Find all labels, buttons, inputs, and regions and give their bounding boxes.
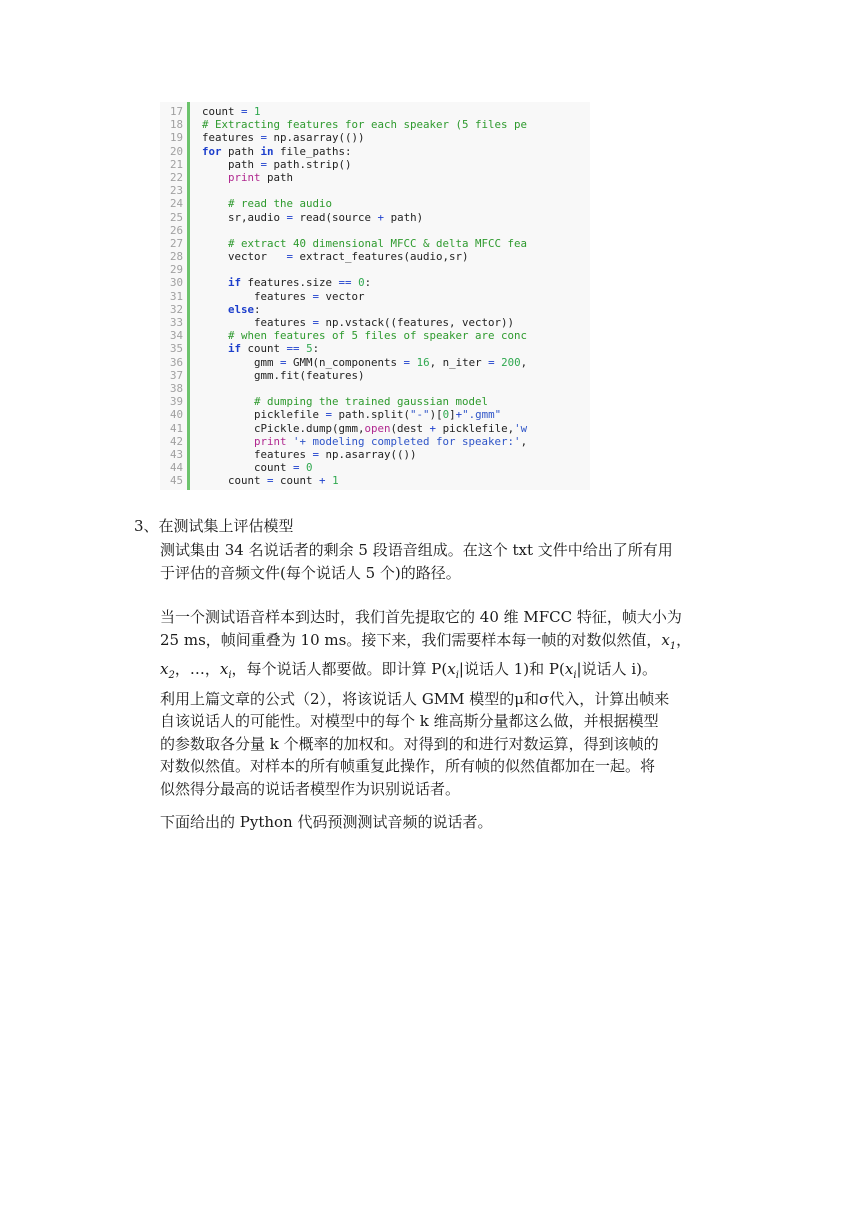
code-line — [202, 303, 527, 316]
code-token: = — [312, 289, 320, 303]
line-number: 27 — [169, 236, 183, 250]
code-line — [202, 118, 527, 131]
code-line — [202, 171, 527, 184]
code-token: path) — [384, 210, 424, 224]
code-token: + — [319, 474, 326, 488]
code-token: = — [241, 105, 248, 118]
paragraph-line: 测试集由 34 名说话者的剩余 5 段语音组成。在这个 txt 文件中给出了所有用 — [160, 541, 673, 559]
code-line — [202, 329, 527, 342]
code-token: np.asarray(()) — [319, 447, 417, 461]
code-token: + — [455, 408, 463, 422]
line-number: 32 — [169, 302, 183, 316]
code-token: = — [312, 316, 320, 329]
line-number: 24 — [169, 197, 183, 211]
code-token: np.vstack((features, vector)) — [319, 316, 515, 329]
line-number: 40 — [169, 408, 183, 422]
line-number: 39 — [169, 395, 183, 409]
code-token: 16 — [416, 355, 430, 369]
line-number: 37 — [169, 368, 183, 382]
code-token: read(source — [293, 210, 378, 224]
code-token: 0 — [442, 408, 450, 422]
code-token — [202, 303, 228, 316]
code-token: sr,audio — [202, 210, 287, 224]
code-token — [202, 171, 228, 184]
paragraph-line: 利用上篇文章的公式（2），将该说话人 GMM 模型的μ和σ代入，计算出帧来 — [160, 689, 670, 708]
code-token: in — [260, 144, 274, 158]
code-line — [202, 316, 527, 329]
math-xi: $x_i$ — [219, 660, 232, 681]
line-number: 21 — [169, 157, 183, 171]
code-line — [202, 342, 527, 355]
line-number: 23 — [169, 184, 183, 198]
code-token: == — [338, 276, 352, 290]
code-token: ] — [449, 408, 456, 422]
code-token: + — [377, 210, 385, 224]
code-token: if — [228, 342, 242, 356]
code-line — [202, 131, 527, 144]
code-token: "-" — [410, 408, 430, 422]
line-number: 26 — [169, 223, 183, 237]
code-token: : — [312, 342, 320, 356]
line-number: 22 — [169, 170, 183, 184]
line-number: 44 — [169, 461, 183, 475]
line-number: 35 — [169, 342, 183, 356]
code-token: print — [254, 434, 287, 448]
code-token: extract_features(audio,sr) — [293, 250, 469, 264]
code-token: vector — [319, 289, 365, 303]
line-number: 19 — [169, 131, 183, 145]
code-line — [202, 250, 527, 263]
code-token: = — [488, 355, 495, 369]
code-token: # read the audio — [228, 197, 333, 211]
code-line — [202, 461, 527, 474]
paragraph-line: 自该说话人的可能性。对模型中的每个 k 维高斯分量都这么做，并根据模型 — [160, 712, 659, 730]
code-token: count — [202, 474, 268, 488]
paragraph-line — [160, 629, 740, 659]
code-token: = — [312, 447, 320, 461]
code-token: + — [429, 421, 437, 435]
paragraph-text: |说话人 1)和 P( — [458, 660, 565, 678]
code-token: count — [273, 474, 320, 488]
code-token: features — [202, 447, 313, 461]
paragraph-line — [160, 658, 740, 688]
code-token — [202, 276, 228, 289]
code-line — [202, 395, 527, 408]
line-number: 36 — [169, 355, 183, 369]
line-number: 33 — [169, 316, 183, 329]
line-number: 34 — [169, 329, 183, 343]
code-token: : — [364, 276, 372, 290]
code-token: count — [241, 342, 287, 356]
line-number: 20 — [169, 144, 183, 158]
code-token: gmm.fit(features) — [202, 368, 365, 382]
paragraph-line: 对数似然值。对样本的所有帧重复此操作，所有帧的似然值都加在一起。将 — [160, 757, 656, 775]
code-token: '+ modeling completed for speaker:' — [293, 434, 521, 448]
code-line — [202, 158, 527, 171]
math-x2: $x_2$ — [160, 660, 175, 681]
code-line — [202, 382, 527, 395]
paragraph-3: 下面给出的 Python 代码预测测试音频的说话者。 — [160, 813, 493, 831]
code-token: 0 — [358, 276, 365, 290]
code-token: = — [286, 210, 294, 224]
code-token — [202, 435, 254, 448]
code-token: gmm — [202, 355, 281, 369]
code-token — [202, 197, 228, 210]
code-token: : — [254, 302, 261, 316]
code-token: vector — [202, 250, 287, 264]
code-token: = — [286, 250, 294, 264]
code-token: path — [260, 170, 294, 184]
code-token: = — [260, 131, 268, 145]
math-comma: ， — [676, 630, 692, 649]
code-token: 0 — [306, 461, 313, 475]
paragraph-line: 当一个测试语音样本到达时，我们首先提取它的 40 维 MFCC 特征，帧大小为 — [160, 608, 682, 626]
code-token: = — [403, 355, 411, 369]
code-token: for — [202, 144, 222, 158]
code-line — [202, 276, 527, 289]
code-token: # extract 40 dimensional MFCC & delta MFCC fea — [228, 236, 528, 250]
code-line — [202, 105, 527, 118]
code-line — [202, 197, 527, 210]
code-line — [202, 408, 527, 421]
code-line — [202, 211, 527, 224]
paragraph-text: |说话人 i)。 — [576, 660, 658, 678]
code-token: # Extracting features for each speaker (5 files pe — [202, 118, 528, 132]
code-token: features — [202, 316, 313, 329]
code-token: else — [228, 302, 255, 316]
code-line — [202, 369, 527, 382]
code-token: open — [364, 421, 391, 435]
paragraph-line: 的参数取各分量 k 个概率的加权和。对得到的和进行对数运算，得到该帧的 — [160, 734, 659, 753]
code-token: count — [202, 105, 242, 118]
code-token: , — [520, 434, 528, 448]
code-token: cPickle.dump(gmm, — [202, 421, 365, 435]
code-token: = — [260, 157, 268, 171]
line-number: 31 — [169, 289, 183, 303]
paragraph-text: ，…， — [174, 660, 220, 678]
code-line — [202, 184, 527, 197]
code-token: GMM(n_components — [286, 355, 404, 369]
line-number: 45 — [169, 474, 183, 488]
code-token: ".gmm" — [462, 408, 502, 422]
code-token: if — [228, 276, 242, 290]
code-token — [202, 237, 228, 250]
code-token: path.strip() — [267, 157, 352, 171]
code-line — [202, 290, 527, 303]
math-xi: $x_i$ — [564, 660, 577, 681]
code-token: # when features of 5 files of speaker are conc — [228, 329, 528, 343]
code-token: = — [293, 461, 300, 475]
gutter-divider — [187, 102, 190, 490]
code-token: , n_iter — [429, 355, 489, 369]
line-number: 18 — [169, 118, 183, 132]
code-token: path — [221, 144, 261, 158]
line-number: 28 — [169, 250, 183, 264]
code-line — [202, 224, 527, 237]
code-token: file_paths: — [273, 144, 352, 158]
math-x1: $x_1$ — [661, 630, 677, 652]
code-token: features — [202, 131, 261, 145]
code-token: picklefile, — [436, 421, 515, 435]
code-token: = — [267, 474, 274, 488]
line-number: 17 — [169, 105, 183, 118]
paragraph-line: 于评估的音频文件(每个说话人 5 个)的路径。 — [160, 563, 461, 582]
code-line — [202, 422, 527, 435]
paragraph-2 — [160, 606, 740, 800]
code-token: = — [280, 355, 287, 369]
code-token: 1 — [332, 474, 339, 488]
code-line — [202, 474, 527, 487]
line-number: 43 — [169, 447, 183, 461]
code-line — [202, 448, 527, 461]
code-block — [160, 102, 590, 490]
code-token: (dest — [390, 421, 430, 435]
code-token: 200 — [501, 355, 521, 369]
code-token: path.split( — [332, 408, 411, 422]
code-token — [202, 395, 254, 408]
line-number: 25 — [169, 210, 183, 224]
paragraph-text: 25 ms，帧间重叠为 10 ms。接下来，我们需要样本每一帧的对数似然值， — [160, 630, 662, 649]
code-token: == — [286, 342, 300, 356]
code-token: )[ — [429, 408, 443, 422]
line-number: 30 — [169, 276, 183, 290]
code-token: print — [228, 170, 261, 184]
math-xi: $x_i$ — [447, 660, 459, 681]
paragraph-text: ，每个说话人都要做。即计算 P( — [231, 660, 448, 678]
paragraph-line: 似然得分最高的说话者模型作为识别说话者。 — [160, 779, 461, 798]
line-number: 38 — [169, 381, 183, 395]
code-lines — [202, 105, 527, 487]
code-token — [202, 342, 228, 355]
code-token: np.asarray(()) — [267, 131, 365, 145]
code-line — [202, 263, 527, 276]
code-line — [202, 237, 527, 250]
code-line — [202, 435, 527, 448]
code-token: count — [202, 461, 294, 475]
line-number-gutter — [160, 105, 183, 487]
code-token: path — [202, 157, 261, 171]
code-token: = — [325, 408, 333, 422]
code-token — [202, 329, 228, 342]
code-token: , — [520, 355, 528, 369]
code-line — [202, 356, 527, 369]
code-token: 1 — [254, 105, 261, 118]
paragraph-1 — [160, 539, 740, 584]
code-token: 5 — [306, 342, 313, 356]
code-token: picklefile — [202, 408, 326, 422]
code-token: features — [202, 289, 313, 303]
code-line — [202, 145, 527, 158]
code-token: 'w — [514, 421, 528, 435]
line-number: 42 — [169, 434, 183, 448]
line-number: 29 — [169, 263, 183, 277]
section-title: 3、在测试集上评估模型 — [134, 517, 294, 535]
code-token: features.size — [241, 276, 339, 290]
code-token: # dumping the trained gaussian model — [254, 395, 489, 409]
line-number: 41 — [169, 421, 183, 435]
